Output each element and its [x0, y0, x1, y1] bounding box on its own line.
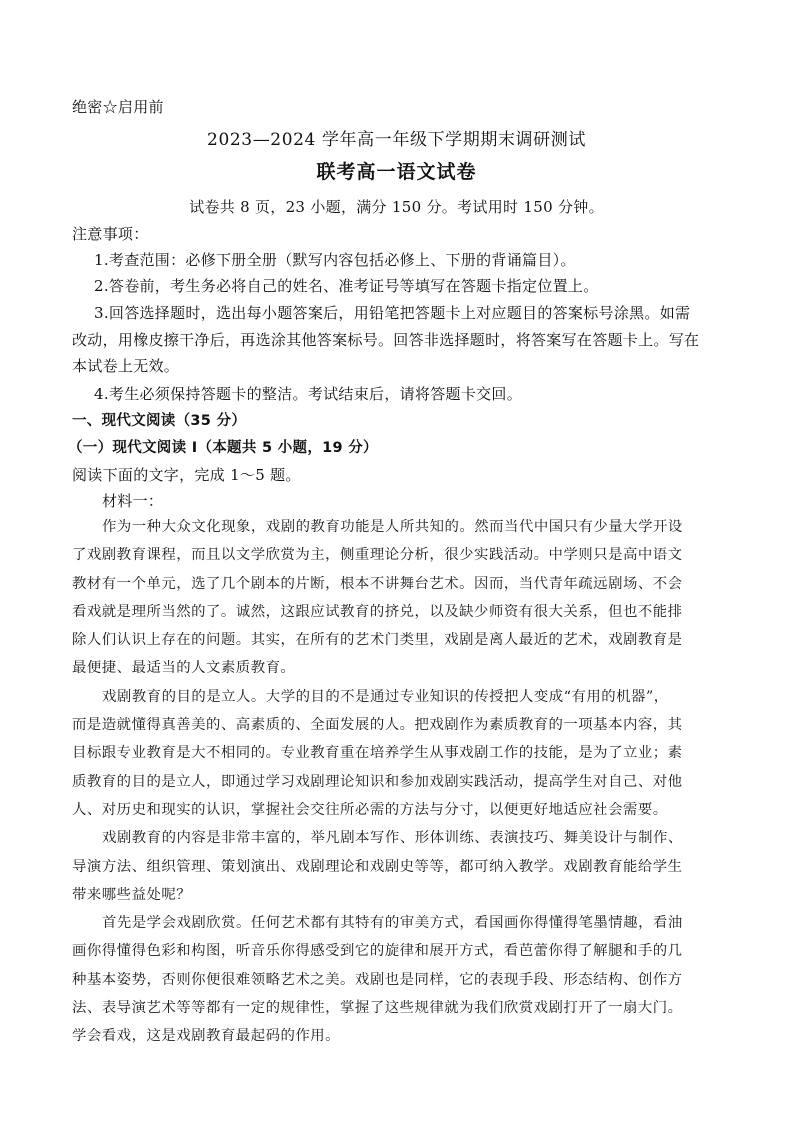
- passage-line: 了戏剧教育课程，而且以文学欣赏为主，侧重理论分析，很少实践活动。中学则只是高中语文: [72, 547, 683, 564]
- material-label: 材料一：: [102, 492, 164, 510]
- passage-line: 教材有一个单元，选了几个剧本的片断，根本不讲舞台艺术。因而，当代青年疏远剧场、不会: [72, 575, 683, 592]
- passage-line: 带来哪些益处呢？: [72, 886, 192, 903]
- paper-title: 联考高一语文试卷: [316, 161, 477, 183]
- section-heading: 一、现代文阅读（35 分）: [72, 413, 247, 429]
- passage-line: 法、表导演艺术等等都有一定的规律性，掌握了这些规律就为我们欣赏戏剧打开了一扇大门。: [72, 1000, 683, 1017]
- passage-line: 而是造就懂得真善美的、高素质的、全面发展的人。把戏剧作为素质教育的一项基本内容，其: [72, 717, 683, 734]
- passage: [72, 513, 724, 1051]
- passage-line: 画你得懂得色彩和构图，听音乐你得感受到它的旋律和展开方式，看芭蕾你得了解腿和手的几: [72, 943, 683, 960]
- passage-paragraph-2: [72, 683, 724, 824]
- passage-paragraph-3: [72, 824, 724, 909]
- note-item-3-cont: 改动，用橡皮擦干净后，再选涂其他答案标号。回答非选择题时，将答案写在答题卡上。写在: [72, 331, 700, 349]
- passage-line: 目标跟专业教育是大不相同的。专业教育重在培养学生从事戏剧工作的技能，是为了立业；素: [72, 745, 683, 762]
- passage-line: 学会看戏，这是戏剧教育最起码的作用。: [72, 1028, 341, 1045]
- note-item-4: 4.考生必须保持答题卡的整洁。考试结束后，请将答题卡交回。: [94, 385, 523, 403]
- passage-paragraph-1: [72, 513, 724, 683]
- note-item-2: 2.答卷前，考生务必将自己的姓名、准考证号等填写在答题卡指定位置上。: [94, 277, 599, 295]
- passage-line: 除人们认识上存在的问题。其实，在所有的艺术门类里，戏剧是离人最近的艺术，戏剧教育是: [72, 632, 683, 649]
- passage-line: 最便捷、最适当的人文素质教育。: [72, 660, 296, 677]
- passage-line: 戏剧教育的内容是非常丰富的，举凡剧本写作、形体训练、表演技巧、舞美设计与制作、: [102, 830, 683, 847]
- passage-paragraph-4: [72, 909, 724, 1050]
- passage-line: 戏剧教育的目的是立人。大学的目的不是通过专业知识的传授把人变成“有用的机器”，: [102, 688, 669, 705]
- subsection-heading: （一）现代文阅读 I（本题共 5 小题，19 分）: [68, 440, 378, 456]
- secret-mark: 绝密☆启用前: [72, 98, 164, 116]
- reading-instruction: 阅读下面的文字，完成 1～5 题。: [72, 466, 301, 484]
- passage-line: 种基本姿势，否则你便很难领略艺术之美。戏剧也是同样，它的表现手段、形态结构、创作方: [72, 971, 683, 988]
- passage-line: 质教育的目的是立人，即通过学习戏剧理论知识和参加戏剧实践活动，提高学生对自己、对他: [72, 773, 683, 790]
- passage-line: 作为一种大众文化现象，戏剧的教育功能是人所共知的。然而当代中国只有少量大学开设: [102, 519, 683, 535]
- paper-info: 试卷共 8 页，23 小题，满分 150 分。考试用时 150 分钟。: [189, 198, 604, 216]
- note-item-3: 3.回答选择题时，选出每小题答案后，用铅笔把答题卡上对应题目的答案标号涂黑。如需: [94, 304, 691, 322]
- passage-line: 首先是学会戏剧欣赏。任何艺术都有其特有的审美方式，看国画你得懂得笔墨情趣，看油: [102, 915, 683, 932]
- passage-line: 看戏就是理所当然的了。诚然，这跟应试教育的挤兑，以及缺少师资有很大关系，但也不能排: [72, 603, 683, 620]
- passage-line: 人、对历史和现实的认识，掌握社会交往所必需的方法与分寸，以便更好地适应社会需要。: [72, 801, 668, 818]
- note-item-1: 1.考查范围：必修下册全册（默写内容包括必修上、下册的背诵篇目）。: [94, 251, 576, 269]
- notes-title: 注意事项：: [72, 225, 149, 243]
- exam-title: 2023—2024 学年高一年级下学期期末调研测试: [207, 130, 586, 150]
- passage-line: 导演方法、组织管理、策划演出、戏剧理论和戏剧史等等，都可纳入教学。戏剧教育能给学生: [72, 858, 683, 875]
- note-item-3-end: 本试卷上无效。: [72, 357, 180, 375]
